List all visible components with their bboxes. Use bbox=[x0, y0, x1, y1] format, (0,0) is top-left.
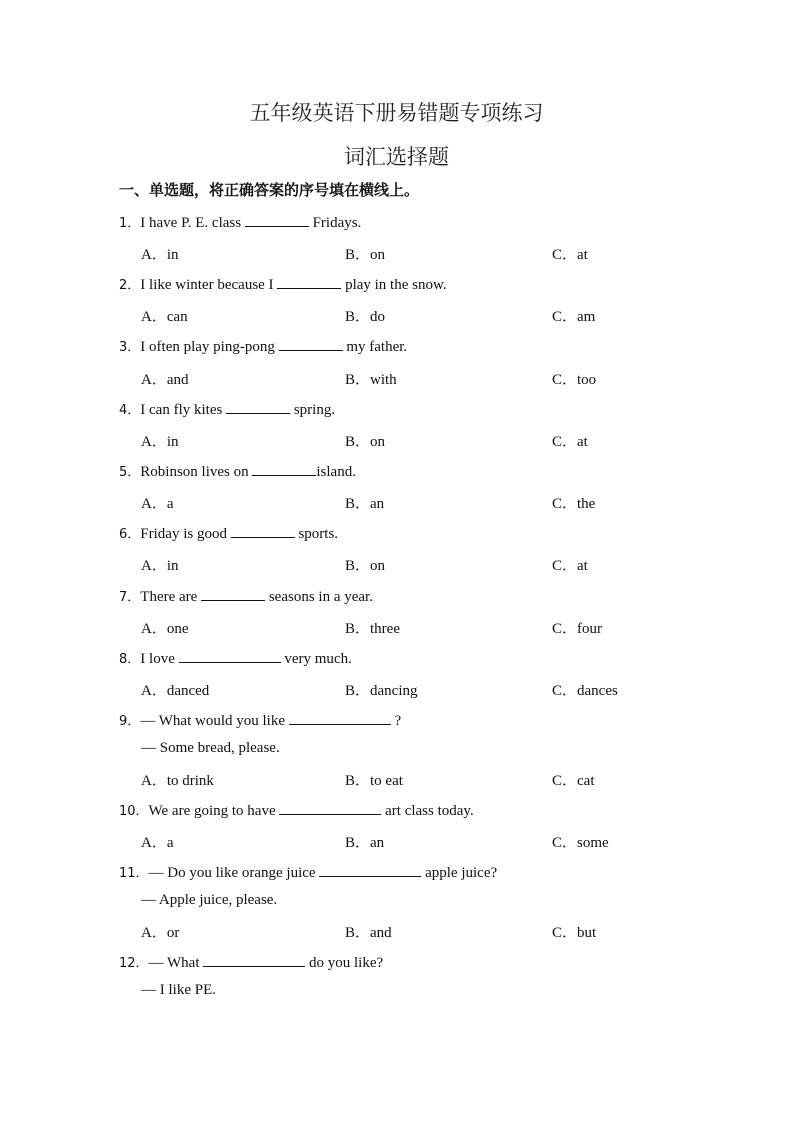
question-text-after: very much. bbox=[280, 651, 352, 667]
option-c[interactable]: C．four bbox=[552, 621, 602, 637]
question-7 bbox=[119, 586, 373, 606]
question-9 bbox=[119, 710, 401, 730]
question-text-after: sports. bbox=[294, 526, 339, 542]
option-b[interactable]: B．with bbox=[345, 372, 397, 388]
option-b[interactable]: B．to eat bbox=[345, 773, 403, 789]
document-subtitle: 词汇选择题 bbox=[344, 145, 449, 169]
option-b[interactable]: B．three bbox=[345, 621, 400, 637]
question-6 bbox=[119, 523, 338, 543]
question-number: 5． bbox=[119, 465, 141, 480]
option-a[interactable]: A．can bbox=[141, 309, 188, 325]
option-c[interactable]: C．too bbox=[552, 372, 597, 388]
dialogue-reply: — I like PE. bbox=[141, 982, 216, 998]
question-text-after: do you like? bbox=[305, 955, 384, 971]
question-text-before: I can fly kites bbox=[140, 402, 227, 418]
question-text-after: spring. bbox=[290, 402, 336, 418]
option-c[interactable]: C．cat bbox=[552, 773, 595, 789]
question-text-after: art class today. bbox=[381, 803, 474, 819]
answer-blank[interactable] bbox=[252, 461, 316, 476]
option-b[interactable]: B．dancing bbox=[345, 683, 418, 699]
option-b[interactable]: B．on bbox=[345, 247, 386, 263]
question-text-before: Robinson lives on bbox=[140, 464, 253, 480]
question-2 bbox=[119, 274, 447, 294]
answer-blank[interactable] bbox=[279, 336, 343, 351]
question-text-before: Friday is good bbox=[140, 526, 231, 542]
question-text-before: There are bbox=[140, 589, 202, 605]
question-number: 3． bbox=[119, 340, 141, 355]
option-a[interactable]: A．one bbox=[141, 621, 189, 637]
question-text-after: apple juice? bbox=[421, 865, 498, 881]
answer-blank[interactable] bbox=[279, 800, 381, 815]
question-text-before: — What bbox=[148, 955, 204, 971]
question-text-before: I like winter because I bbox=[140, 277, 278, 293]
answer-blank[interactable] bbox=[201, 586, 265, 601]
question-10 bbox=[119, 800, 474, 820]
question-3 bbox=[119, 336, 407, 356]
answer-blank[interactable] bbox=[203, 952, 305, 967]
question-text-before: I often play ping-pong bbox=[140, 339, 279, 355]
answer-blank[interactable] bbox=[226, 399, 290, 414]
option-c[interactable]: C．dances bbox=[552, 683, 618, 699]
dialogue-reply: — Apple juice, please. bbox=[141, 892, 278, 908]
answer-blank[interactable] bbox=[319, 862, 421, 877]
option-a[interactable]: A．a bbox=[141, 835, 174, 851]
question-number: 6． bbox=[119, 527, 141, 542]
question-text-after: seasons in a year. bbox=[265, 589, 373, 605]
option-b[interactable]: B．on bbox=[345, 558, 386, 574]
question-number: 7． bbox=[119, 590, 141, 605]
option-c[interactable]: C．am bbox=[552, 309, 596, 325]
question-text-before: We are going to have bbox=[148, 803, 280, 819]
option-c[interactable]: C．at bbox=[552, 558, 588, 574]
question-number: 10． bbox=[119, 804, 149, 819]
option-a[interactable]: A．in bbox=[141, 247, 179, 263]
question-text-before: — What would you like bbox=[140, 713, 289, 729]
option-c[interactable]: C．but bbox=[552, 925, 597, 941]
question-text-after: Fridays. bbox=[308, 215, 362, 231]
option-a[interactable]: A．and bbox=[141, 372, 189, 388]
answer-blank[interactable] bbox=[179, 648, 281, 663]
question-number: 2． bbox=[119, 278, 141, 293]
question-text-before: I have P. E. class bbox=[140, 215, 245, 231]
answer-blank[interactable] bbox=[277, 274, 341, 289]
option-c[interactable]: C．at bbox=[552, 434, 588, 450]
option-b[interactable]: B．on bbox=[345, 434, 386, 450]
question-text-after: island. bbox=[316, 464, 356, 480]
option-a[interactable]: A．to drink bbox=[141, 773, 214, 789]
option-c[interactable]: C．at bbox=[552, 247, 588, 263]
question-4 bbox=[119, 399, 335, 419]
question-11 bbox=[119, 862, 497, 882]
question-text-after: ? bbox=[390, 713, 402, 729]
question-8 bbox=[119, 648, 352, 668]
option-a[interactable]: A．in bbox=[141, 434, 179, 450]
question-text-after: play in the snow. bbox=[341, 277, 447, 293]
option-a[interactable]: A．in bbox=[141, 558, 179, 574]
option-a[interactable]: A．a bbox=[141, 496, 174, 512]
question-number: 1． bbox=[119, 216, 141, 231]
section-heading: 一、单选题，将正确答案的序号填在横线上。 bbox=[119, 181, 420, 199]
question-number: 9． bbox=[119, 714, 141, 729]
option-b[interactable]: B．an bbox=[345, 835, 385, 851]
option-c[interactable]: C．the bbox=[552, 496, 596, 512]
question-number: 11． bbox=[119, 866, 149, 881]
option-a[interactable]: A．danced bbox=[141, 683, 210, 699]
answer-blank[interactable] bbox=[245, 212, 309, 227]
question-number: 4． bbox=[119, 403, 141, 418]
question-text-before: I love bbox=[140, 651, 179, 667]
question-number: 8． bbox=[119, 652, 141, 667]
document-title: 五年级英语下册易错题专项练习 bbox=[249, 101, 544, 125]
question-5 bbox=[119, 461, 356, 481]
option-c[interactable]: C．some bbox=[552, 835, 609, 851]
question-number: 12． bbox=[119, 956, 149, 971]
option-a[interactable]: A．or bbox=[141, 925, 180, 941]
answer-blank[interactable] bbox=[231, 523, 295, 538]
answer-blank[interactable] bbox=[289, 710, 391, 725]
dialogue-reply: — Some bread, please. bbox=[141, 740, 280, 756]
question-1 bbox=[119, 212, 361, 232]
option-b[interactable]: B．an bbox=[345, 496, 385, 512]
question-text-after: my father. bbox=[342, 339, 408, 355]
question-text-before: — Do you like orange juice bbox=[148, 865, 320, 881]
option-b[interactable]: B．do bbox=[345, 309, 386, 325]
option-b[interactable]: B．and bbox=[345, 925, 392, 941]
question-12 bbox=[119, 952, 383, 972]
